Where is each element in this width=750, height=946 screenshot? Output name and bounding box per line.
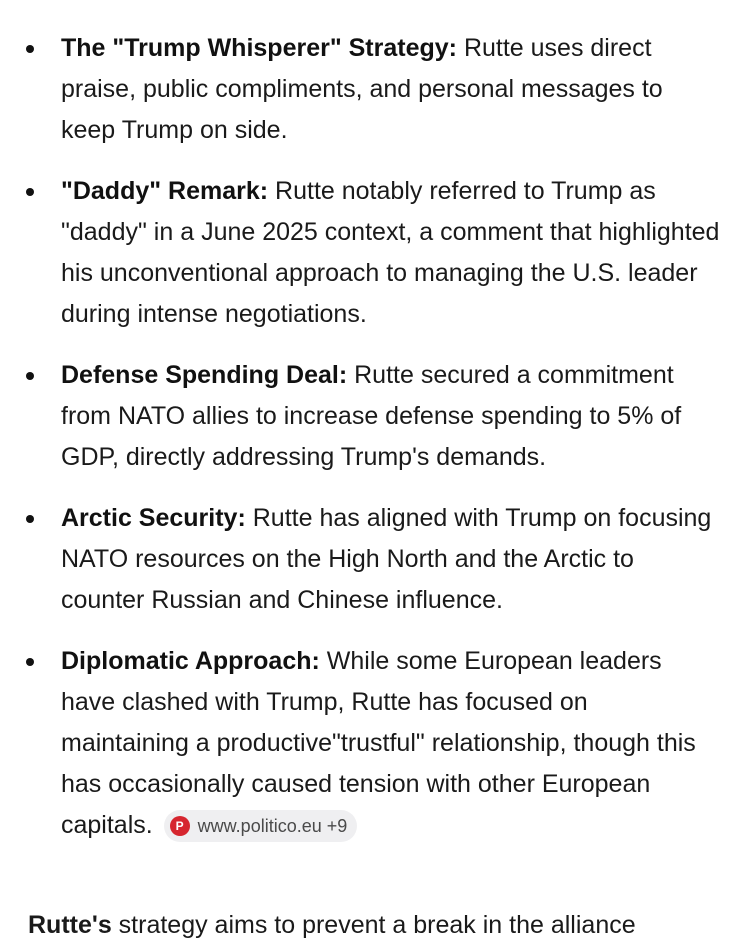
trailing-paragraph xyxy=(28,905,636,946)
source-site: www.politico.eu xyxy=(197,816,322,836)
item-text: Rutte uses direct praise, public compliments, and personal messages to keep Trump on side. xyxy=(61,34,663,144)
list-item xyxy=(0,171,750,335)
source-count: +9 xyxy=(326,816,348,836)
list-item xyxy=(0,28,750,151)
bullet-dot xyxy=(26,372,34,380)
bullet-dot xyxy=(26,658,34,666)
trailing-bold: Rutte's xyxy=(28,911,112,939)
item-label: Diplomatic Approach: xyxy=(61,647,320,675)
item-text: While some European leaders have clashed with Trump, Rutte has focused on maintaining a productive"trustful" relationship, though this has occasionally caused tension with other European capitals. xyxy=(61,647,696,839)
item-label: The "Trump Whisperer" Strategy: xyxy=(61,34,457,62)
source-chip[interactable] xyxy=(164,810,358,842)
bullet-dot xyxy=(26,188,34,196)
item-label: "Daddy" Remark: xyxy=(61,177,269,205)
list-item xyxy=(0,641,750,846)
item-text: Rutte secured a commitment from NATO allies to increase defense spending to 5% of GDP, directly addressing Trump's demands. xyxy=(61,361,682,471)
item-label: Arctic Security: xyxy=(61,504,246,532)
trailing-rest: strategy aims to prevent a break in the alliance xyxy=(111,911,636,939)
item-text: Rutte notably referred to Trump as "daddy" in a June 2025 context, a comment that highlighted his unconventional approach to managing the U.S. leader during intense negotiations. xyxy=(61,177,720,328)
politico-icon: P xyxy=(170,816,190,836)
bullet-dot xyxy=(26,45,34,53)
answer-content xyxy=(0,28,750,866)
item-label: Defense Spending Deal: xyxy=(61,361,348,389)
list-item xyxy=(0,498,750,621)
bullet-list xyxy=(0,28,750,846)
item-text: Rutte has aligned with Trump on focusing NATO resources on the High North and the Arctic to counter Russian and Chinese influence. xyxy=(61,504,712,614)
bullet-dot xyxy=(26,515,34,523)
list-item xyxy=(0,355,750,478)
